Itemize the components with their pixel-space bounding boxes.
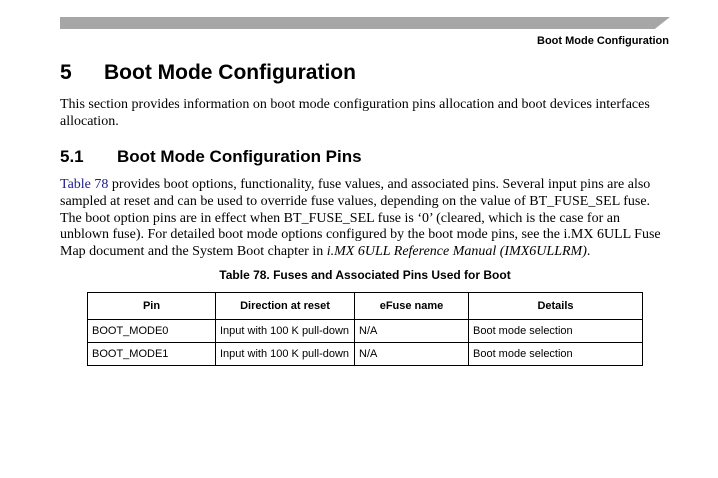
table-78-link[interactable]: Table 78 — [60, 177, 109, 192]
section-intro: This section provides information on boot mode configuration pins allocation and boot devices interfaces allocation. — [60, 97, 650, 129]
cell-efuse: N/A — [355, 320, 469, 343]
section-heading — [60, 61, 356, 85]
paragraph-line-2: sampled at reset and can be used to override fuse values, depending on the value of BT_FUSE_SEL fuse. — [60, 193, 651, 209]
subsection-number: 5.1 — [60, 147, 84, 166]
cell-direction: Input with 100 K pull-down — [216, 343, 355, 366]
paragraph-line-3: The boot option pins are in effect when BT_FUSE_SEL fuse is ‘0’ (cleared, which is the case for an — [60, 210, 620, 226]
paragraph-text: provides boot options, functionality, fuse values, and associated pins. Several input pins are also — [108, 177, 651, 192]
cell-direction: Input with 100 K pull-down — [216, 320, 355, 343]
column-header-direction: Direction at reset — [216, 293, 355, 320]
cell-pin: BOOT_MODE0 — [88, 320, 216, 343]
boot-pins-paragraph — [60, 177, 672, 261]
table-row — [88, 320, 643, 343]
cell-efuse: N/A — [355, 343, 469, 366]
reference-manual-title: i.MX 6ULL Reference Manual (IMX6ULLRM) — [326, 244, 587, 260]
running-header: Boot Mode Configuration — [537, 35, 669, 47]
table-row — [88, 343, 643, 366]
column-header-details: Details — [469, 293, 643, 320]
column-header-efuse: eFuse name — [355, 293, 469, 320]
cell-details: Boot mode selection — [469, 320, 643, 343]
header-rule-bar — [60, 17, 670, 29]
paragraph-text: Map document and the System Boot chapter in — [60, 244, 327, 260]
cell-pin: BOOT_MODE1 — [88, 343, 216, 366]
paragraph-line-4: unblown fuse). For detailed boot mode options configured by the boot mode pins, see the i.MX 6ULL Fuse — [60, 227, 661, 243]
fuses-pins-table — [87, 292, 643, 366]
section-title: Boot Mode Configuration — [104, 61, 356, 84]
column-header-pin: Pin — [88, 293, 216, 320]
subsection-title: Boot Mode Configuration Pins — [117, 147, 362, 166]
section-number: 5 — [60, 61, 72, 84]
cell-details: Boot mode selection — [469, 343, 643, 366]
table-caption: Table 78. Fuses and Associated Pins Used for Boot — [219, 268, 511, 282]
paragraph-line-1 — [60, 177, 672, 194]
paragraph-text: . — [586, 244, 591, 260]
table-header-row — [88, 293, 643, 320]
subsection-heading — [60, 147, 362, 167]
paragraph-line-5 — [60, 244, 672, 261]
